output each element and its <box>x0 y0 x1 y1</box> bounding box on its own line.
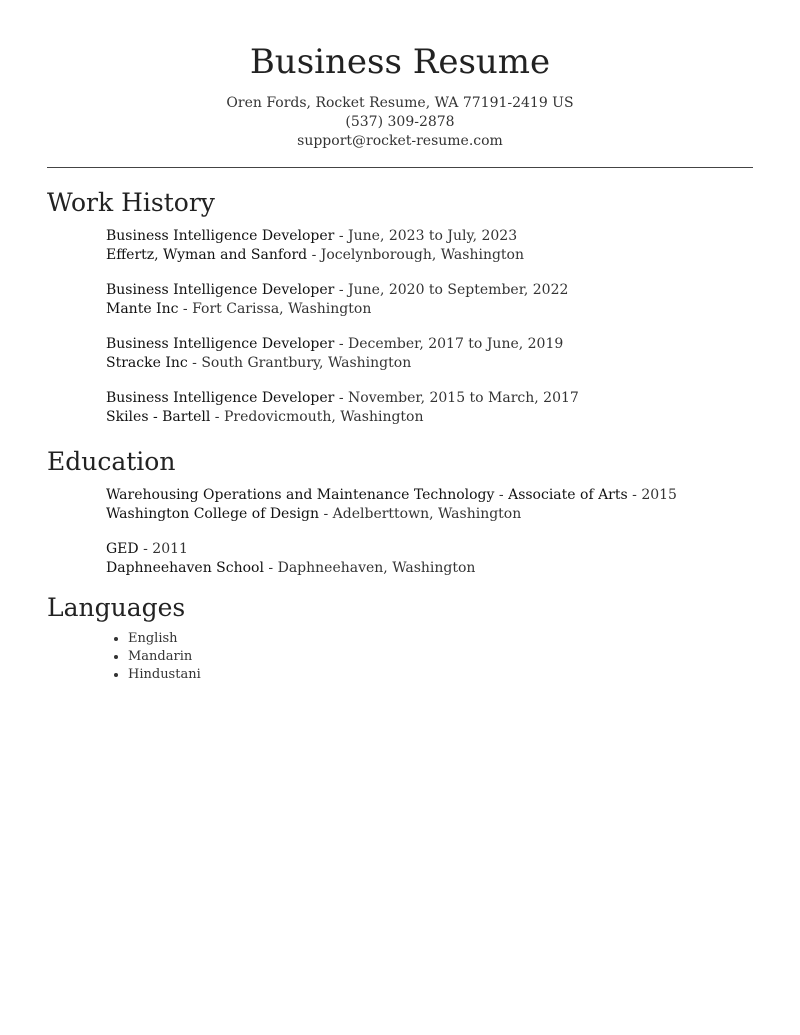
job-entry <box>106 389 753 427</box>
job-position: Business Intelligence Developer <box>106 228 335 244</box>
contact-address: Oren Fords, Rocket Resume, WA 77191-2419 US <box>226 95 574 111</box>
contact-phone: (537) 309-2878 <box>345 114 455 130</box>
job-dates: June, 2020 to September, 2022 <box>348 282 569 298</box>
education-school-line <box>106 559 753 578</box>
separator: - <box>494 487 509 503</box>
job-dates: November, 2015 to March, 2017 <box>348 390 579 406</box>
separator: - <box>263 560 278 576</box>
job-location: South Grantbury, Washington <box>201 355 412 371</box>
job-company-line <box>106 246 753 265</box>
education-section <box>47 446 753 578</box>
job-position: Business Intelligence Developer <box>106 282 335 298</box>
work-history-section <box>47 187 753 427</box>
education-program-line <box>106 540 753 559</box>
education-school: Washington College of Design <box>106 506 319 522</box>
education-entry <box>106 486 753 524</box>
resume-title: Business Resume <box>249 42 551 82</box>
job-location: Jocelynborough, Washington <box>320 247 524 263</box>
separator: - <box>334 390 349 406</box>
header-divider <box>47 167 753 168</box>
education-year: 2011 <box>152 541 188 557</box>
work-history-title: Work History <box>47 188 215 217</box>
job-company-line <box>106 408 753 427</box>
language-item: • Mandarin <box>128 648 753 666</box>
job-title-line <box>106 281 753 300</box>
contact-email: support@rocket-resume.com <box>297 133 503 149</box>
separator: - <box>627 487 642 503</box>
job-company: Mante Inc <box>106 301 179 317</box>
education-location: Daphneehaven, Washington <box>277 560 476 576</box>
separator: - <box>138 541 153 557</box>
work-history-entries <box>106 227 753 427</box>
job-position: Business Intelligence Developer <box>106 390 335 406</box>
separator: - <box>334 282 349 298</box>
contact-info <box>47 94 753 151</box>
separator: - <box>319 506 333 522</box>
education-school: Daphneehaven School <box>106 560 264 576</box>
education-location: Adelberttown, Washington <box>332 506 522 522</box>
education-program: GED <box>106 541 139 557</box>
separator: - <box>307 247 321 263</box>
job-company: Effertz, Wyman and Sanford <box>106 247 308 263</box>
job-entry <box>106 227 753 265</box>
job-entry <box>106 335 753 373</box>
job-dates: December, 2017 to June, 2019 <box>348 336 564 352</box>
education-title: Education <box>47 447 176 476</box>
education-degree: Associate of Arts <box>508 487 628 503</box>
education-entry <box>106 540 753 578</box>
separator: - <box>334 228 349 244</box>
job-company: Stracke Inc <box>106 355 188 371</box>
resume-header <box>47 0 753 151</box>
job-company-line <box>106 300 753 319</box>
languages-list <box>47 630 753 684</box>
separator: - <box>334 336 349 352</box>
job-dates: June, 2023 to July, 2023 <box>348 228 518 244</box>
job-title-line <box>106 335 753 354</box>
separator: - <box>210 409 224 425</box>
education-program: Warehousing Operations and Maintenance Technology <box>106 487 495 503</box>
job-title-line <box>106 389 753 408</box>
separator: - <box>178 301 193 317</box>
education-program-line <box>106 486 753 505</box>
education-year: 2015 <box>641 487 677 503</box>
separator: - <box>187 355 202 371</box>
job-entry <box>106 281 753 319</box>
languages-section <box>47 592 753 684</box>
job-position: Business Intelligence Developer <box>106 336 335 352</box>
job-company-line <box>106 354 753 373</box>
languages-title: Languages <box>47 593 186 622</box>
education-entries <box>106 486 753 578</box>
job-company: Skiles - Bartell <box>106 409 211 425</box>
language-item: • Hindustani <box>128 666 753 684</box>
job-location: Predovicmouth, Washington <box>223 409 424 425</box>
job-title-line <box>106 227 753 246</box>
education-school-line <box>106 505 753 524</box>
job-location: Fort Carissa, Washington <box>192 301 372 317</box>
language-item: • English <box>128 630 753 648</box>
